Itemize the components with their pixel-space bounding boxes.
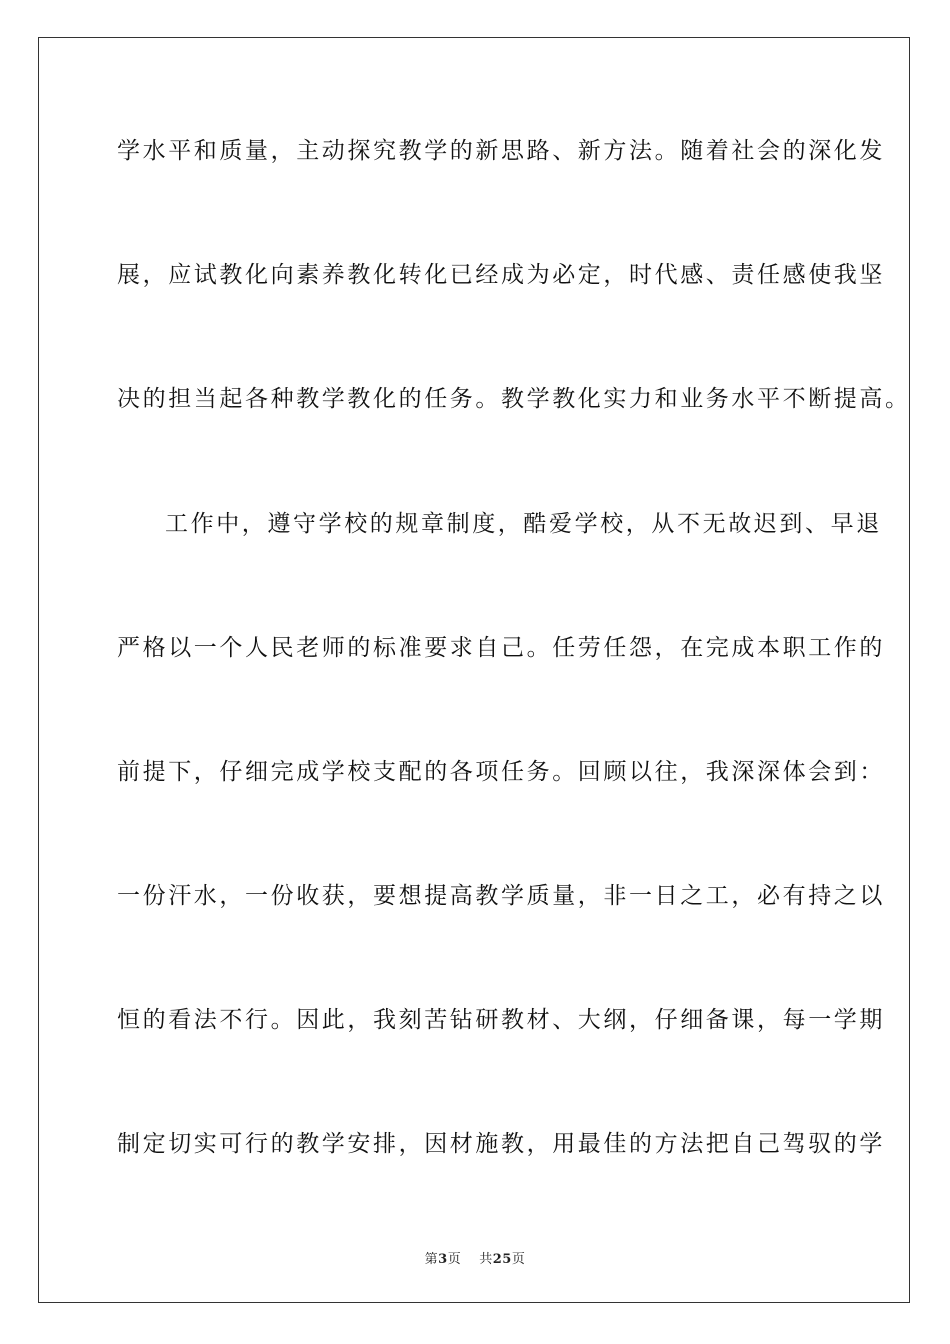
page-number: 3 — [438, 1252, 448, 1267]
total-suffix: 页 — [511, 1252, 526, 1267]
total-pages: 25 — [492, 1252, 512, 1267]
body-line-3: 决的担当起各种教学教化的任务。教学教化实力和业务水平不断提高。 — [117, 386, 911, 412]
body-line-2: 展，应试教化向素养教化转化已经成为必定，时代感、责任感使我坚 — [117, 262, 885, 288]
body-line-1: 学水平和质量，主动探究教学的新思路、新方法。随着社会的深化发 — [117, 138, 885, 164]
page-suffix: 页 — [447, 1252, 462, 1267]
body-line-9: 制定切实可行的教学安排，因材施教，用最佳的方法把自己驾驭的学 — [117, 1131, 885, 1157]
total-prefix: 共 — [479, 1252, 493, 1267]
body-line-6: 前提下，仔细完成学校支配的各项任务。回顾以往，我深深体会到： — [117, 759, 885, 785]
page-prefix: 第 — [424, 1252, 439, 1267]
body-line-4-paragraph-start: 工作中，遵守学校的规章制度，酷爱学校，从不无故迟到、早退 — [165, 511, 882, 537]
body-line-7: 一份汗水，一份收获，要想提高教学质量，非一日之工，必有持之以 — [117, 883, 885, 909]
body-line-5: 严格以一个人民老师的标准要求自己。任劳任怨，在完成本职工作的 — [117, 635, 885, 661]
body-line-8: 恒的看法不行。因此，我刻苦钻研教材、大纲，仔细备课，每一学期 — [117, 1007, 885, 1033]
page-footer — [0, 1248, 950, 1267]
page-border — [38, 37, 910, 1303]
